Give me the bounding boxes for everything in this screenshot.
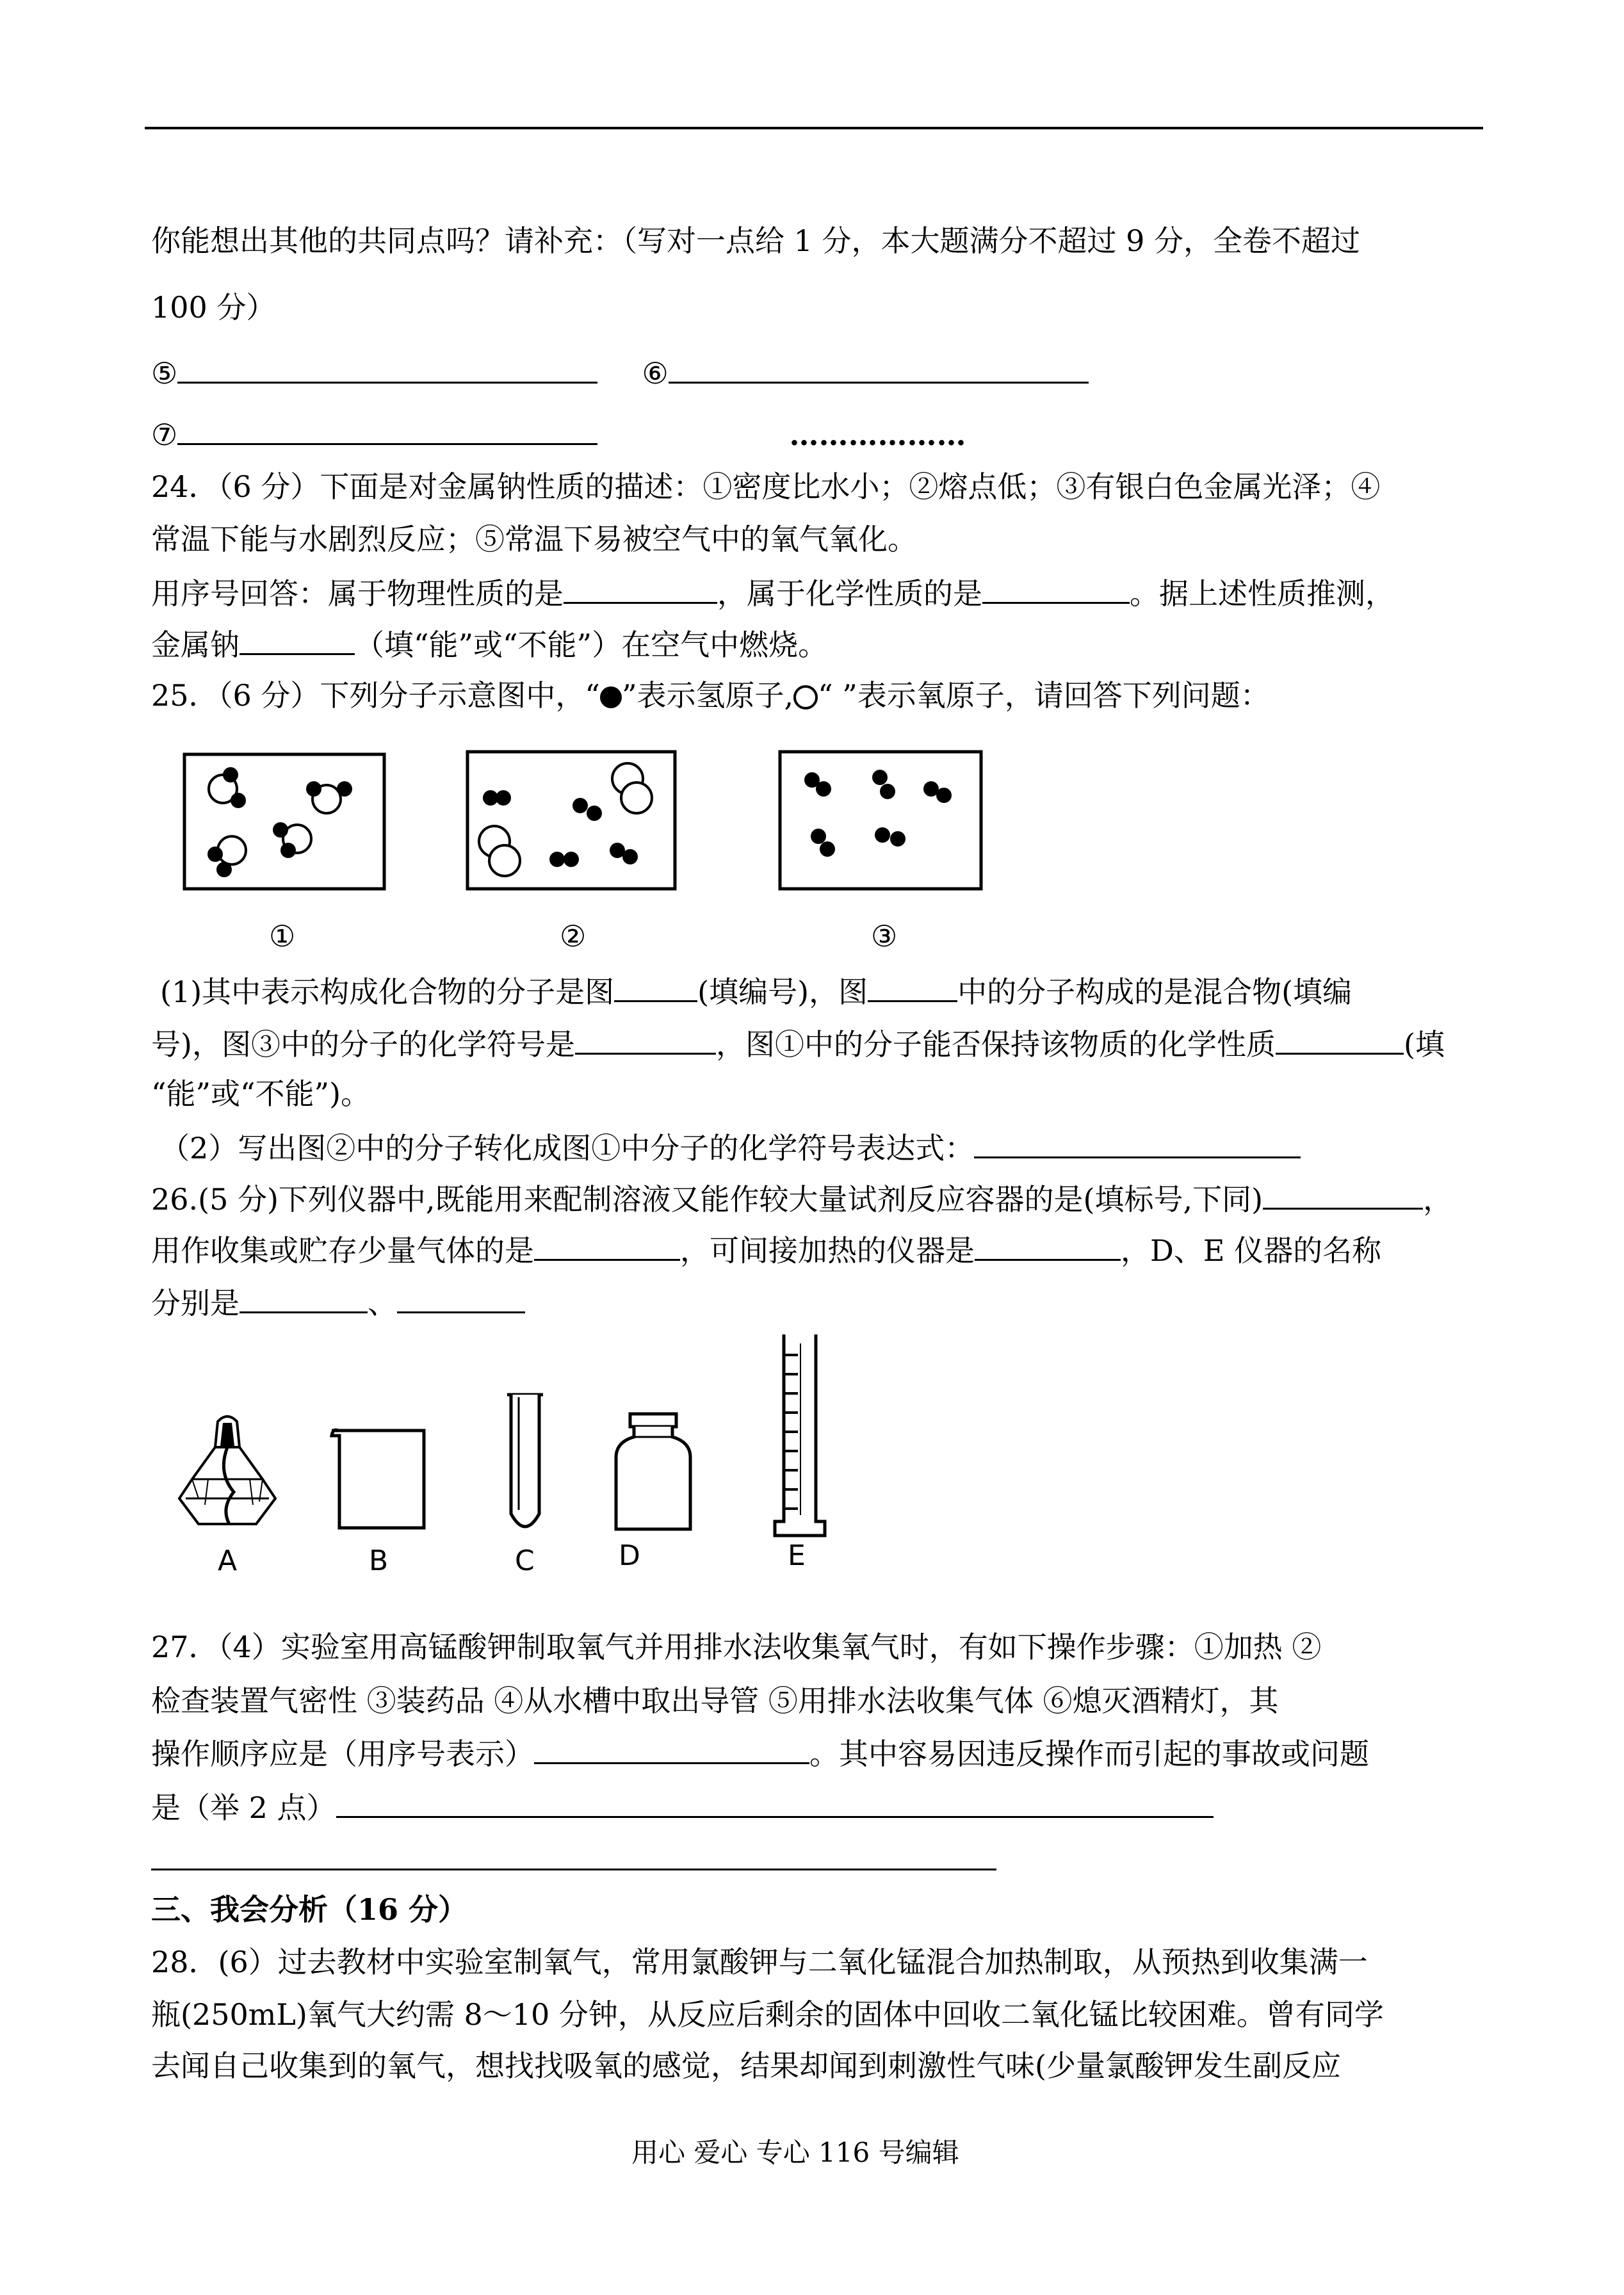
fig-label-3: ③ bbox=[871, 919, 898, 953]
q26-line2-text-c: ，D、E 仪器的名称 bbox=[1121, 1233, 1382, 1268]
q27-line2: 检查装置气密性 ③装药品 ④从水槽中取出导管 ⑤用排水法收集气体 ⑥熄灭酒精灯，其 bbox=[151, 1683, 1279, 1718]
molecule-figure-2 bbox=[462, 747, 680, 894]
section-3-title: 三、我会分析（16 分） bbox=[151, 1892, 468, 1927]
apparatus-label-e: E bbox=[788, 1539, 806, 1572]
mark-5: ⑤ bbox=[151, 356, 178, 391]
q24-line1: 24．（6 分）下面是对金属钠性质的描述：①密度比水小；②熔点低；③有银白色金属光泽；④ bbox=[151, 469, 1381, 504]
q25-line1-text-c: “ ”表示氧原子，请回答下列问题： bbox=[818, 678, 1270, 713]
q26-line3 bbox=[151, 1282, 525, 1322]
q26-line3-text-b: 、 bbox=[368, 1286, 397, 1320]
q23-answer-row2 bbox=[151, 414, 966, 454]
q25-p4 bbox=[160, 1127, 1301, 1167]
q26-line3-text-a: 分别是 bbox=[151, 1286, 240, 1320]
q26-blank-e[interactable] bbox=[397, 1282, 525, 1313]
mark-7: ⑦ bbox=[151, 418, 178, 452]
q25-p4-text: （2）写出图②中的分子转化成图①中分子的化学符号表达式： bbox=[160, 1131, 975, 1165]
q24-blank-burn[interactable] bbox=[240, 624, 355, 655]
q24-line4 bbox=[151, 624, 827, 664]
page-footer: 用心 爱心 专心 116 号编辑 bbox=[631, 2137, 959, 2168]
q24-line3-text-a: 用序号回答：属于物理性质的是 bbox=[151, 576, 564, 611]
q27-line1: 27．（4）实验室用高锰酸钾制取氧气并用排水法收集氧气时，有如下操作步骤：①加热 ② bbox=[151, 1630, 1322, 1664]
q26-line1-text-a: 26.(5 分)下列仪器中,既能用来配制溶液又能作较大量试剂反应容器的是(填标号,下同) bbox=[151, 1182, 1263, 1217]
q26-blank-container[interactable] bbox=[1263, 1178, 1423, 1210]
q28-line1: 28．(6）过去教材中实验室制氧气，常用氯酸钾与二氧化锰混合加热制取，从预热到收集满一 bbox=[151, 1945, 1368, 1979]
q25-p1-text-a: (1)其中表示构成化合物的分子是图 bbox=[160, 975, 615, 1009]
apparatus-label-a: A bbox=[218, 1545, 238, 1577]
q27-blank-order[interactable] bbox=[534, 1733, 809, 1764]
molecule-figure-1 bbox=[179, 749, 391, 896]
q27-line4-text: 是（举 2 点） bbox=[151, 1790, 336, 1825]
q25-line1-text-a: 25．（6 分）下列分子示意图中，“ bbox=[151, 678, 600, 713]
fig-label-1: ① bbox=[269, 919, 296, 953]
q25-p1-text-c: 中的分子构成的是混合物(填编 bbox=[957, 975, 1352, 1009]
q24-line2: 常温下能与水剧烈反应；⑤常温下易被空气中的氧气氧化。 bbox=[151, 522, 917, 556]
q26-blank-gas[interactable] bbox=[534, 1229, 680, 1261]
answer-blank-6[interactable] bbox=[669, 352, 1089, 384]
apparatus-label-b: B bbox=[369, 1545, 389, 1577]
q27-line3-text-a: 操作顺序应是（用序号表示） bbox=[151, 1737, 534, 1771]
hydrogen-atom-icon bbox=[600, 686, 622, 708]
q25-p3: “能”或“不能”)。 bbox=[151, 1076, 371, 1111]
q27-line3 bbox=[151, 1733, 1369, 1773]
q25-blank-keep[interactable] bbox=[1276, 1023, 1404, 1055]
oxygen-atom-icon bbox=[793, 685, 818, 710]
molecule-figure-3 bbox=[775, 747, 986, 894]
q25-blank-expression[interactable] bbox=[974, 1127, 1301, 1158]
q24-blank-physical[interactable] bbox=[564, 572, 717, 604]
q26-blank-d[interactable] bbox=[240, 1282, 368, 1313]
q25-blank-compound[interactable] bbox=[614, 971, 697, 1002]
q28-line2: 瓶(250mL)氧气大约需 8～10 分钟，从反应后剩余的固体中回收二氧化锰比较困难。曾有同学 bbox=[151, 1997, 1384, 2032]
graduated-cylinder-icon bbox=[762, 1329, 839, 1541]
q26-line1-text-b: ， bbox=[1423, 1182, 1453, 1217]
q25-p1-text-b: (填编号)，图 bbox=[697, 975, 868, 1009]
q26-line2-text-a: 用作收集或贮存少量气体的是 bbox=[151, 1233, 534, 1268]
q25-p2-text-b: ，图①中的分子能否保持该物质的化学性质 bbox=[715, 1027, 1276, 1062]
top-rule bbox=[145, 127, 1483, 129]
q25-blank-mixture[interactable] bbox=[868, 971, 957, 1002]
q24-line3-text-b: ，属于化学性质的是 bbox=[717, 576, 982, 611]
test-tube-icon bbox=[499, 1388, 551, 1542]
q25-line1 bbox=[151, 676, 1270, 715]
beaker-icon bbox=[327, 1422, 435, 1537]
q24-line3-text-c: 。据上述性质推测， bbox=[1130, 576, 1395, 611]
q23-line2: 100 分） bbox=[151, 290, 276, 325]
apparatus-label-d: D bbox=[619, 1539, 640, 1572]
q25-p1 bbox=[160, 971, 1352, 1011]
gas-jar-icon bbox=[608, 1409, 698, 1537]
q23-line1: 你能想出其他的共同点吗？请补充：（写对一点给 1 分，本大题满分不超过 9 分，全卷不超过 bbox=[151, 223, 1361, 258]
q26-line2-text-b: ，可间接加热的仪器是 bbox=[680, 1233, 975, 1268]
q26-line1 bbox=[151, 1178, 1452, 1219]
q26-line2 bbox=[151, 1229, 1381, 1270]
q24-line4-text-b: （填“能”或“不能”）在空气中燃烧。 bbox=[355, 628, 828, 662]
q27-blank-problems-2[interactable] bbox=[151, 1869, 996, 1870]
q23-answer-row1 bbox=[151, 352, 1089, 393]
mark-6: ⑥ bbox=[642, 356, 669, 391]
q27-blank-problems-1[interactable] bbox=[336, 1787, 1214, 1818]
q27-line4 bbox=[151, 1787, 1214, 1827]
q24-line4-text-a: 金属钠 bbox=[151, 628, 240, 662]
apparatus-label-c: C bbox=[515, 1545, 535, 1577]
q25-p2-text-c: (填 bbox=[1403, 1027, 1445, 1062]
q24-blank-chemical[interactable] bbox=[982, 572, 1130, 604]
q28-line3: 去闻自己收集到的氧气，想找找吸氧的感觉，结果却闻到刺激性气味(少量氯酸钾发生副反应 bbox=[151, 2048, 1341, 2083]
q25-p2-text-a: 号)，图③中的分子的化学符号是 bbox=[151, 1027, 575, 1062]
ellipsis: ……………… bbox=[789, 418, 966, 452]
q26-blank-heat[interactable] bbox=[975, 1229, 1121, 1261]
fig-label-2: ② bbox=[560, 919, 587, 953]
q25-line1-text-b: ”表示氢原子, bbox=[621, 678, 794, 713]
alcohol-lamp-icon bbox=[173, 1409, 282, 1537]
q24-line3 bbox=[151, 572, 1395, 613]
answer-blank-7[interactable] bbox=[177, 414, 597, 445]
q27-line3-text-b: 。其中容易因违反操作而引起的事故或问题 bbox=[809, 1737, 1369, 1771]
answer-blank-5[interactable] bbox=[177, 352, 597, 384]
q25-blank-symbol[interactable] bbox=[575, 1023, 716, 1055]
q25-p2 bbox=[151, 1023, 1445, 1064]
